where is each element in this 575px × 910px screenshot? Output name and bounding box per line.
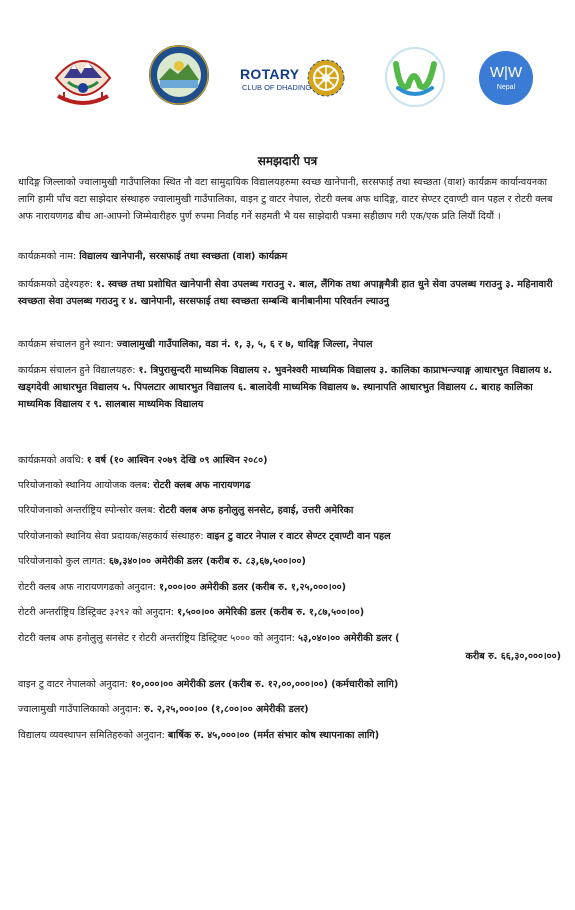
grant-honolulu-value: ५३,०४०।०० अमेरीकी डलर ( [297, 633, 400, 644]
rotary-club-dhading-logo [240, 58, 348, 98]
grant-schools-value: बार्षिक रु. ४५,०००।०० (मर्मत संभार कोष स्थापनाका लागि) [167, 730, 380, 741]
program-name-row [18, 248, 563, 265]
grant-municipality-label: ज्वालामुखी गाउँपालिकाको अनुदान: [18, 704, 142, 715]
program-name-label: कार्यक्रमको नाम: [18, 251, 77, 262]
host-club-label: परियोजनाको स्थानिय आयोजक क्लब: [18, 480, 151, 491]
school-club-round-logo [148, 44, 210, 106]
intl-sponsor-label: परियोजनाको अन्तर्राष्ट्रिय स्पोन्सोर क्लब: [18, 505, 156, 516]
grant-w2w-label: वाइन टु वाटर नेपालको अनुदान: [18, 679, 128, 690]
location-row [18, 336, 563, 353]
service-providers-label: परियोजनाको स्थानिय सेवा प्रदायक/सहकार्य संस्थाहरु: [18, 531, 204, 542]
location-label: कार्यक्रम संचालन हुने स्थान: [18, 339, 114, 350]
grant-district3292-label: रोटरी अन्तर्राष्ट्रिय डिस्ट्रिक्ट ३२९२ को अनुदान: [18, 607, 175, 618]
wine-to-water-nepal-logo [478, 50, 534, 106]
grant-district3292-row [18, 604, 563, 621]
location-value: ज्वालामुखी गाउँपालिका, वडा नं. १, ३, ५, ६ र ७, धादिङ्ग जिल्ला, नेपाल [116, 339, 373, 350]
grant-schools-label: विद्यालय व्यवस्थापन समितिहरुको अनुदान: [18, 730, 165, 741]
host-club-row [18, 477, 563, 494]
grant-municipality-value: रु. २,२५,०००।०० (१,८००।०० अमेरीकी डलर) [144, 704, 309, 715]
water-centre-21-logo [382, 46, 448, 108]
municipality-emblem-logo [50, 48, 116, 110]
grant-district3292-value: १,५००।०० अमेरिकी डलर (करीब रु. १,८७,५००।००) [177, 607, 365, 618]
service-providers-value: वाइन टु वाटर नेपाल र वाटर सेण्टर ट्वाण्टी वान पहल [206, 531, 391, 542]
schools-row [18, 362, 563, 413]
objectives-row [18, 276, 563, 310]
total-cost-value: ६७,३४०।०० अमेरीकी डलर (करीब रु. ८३,६७,५००।००) [108, 556, 306, 567]
total-cost-label: परियोजनाको कुल लागत: [18, 556, 106, 567]
program-name-value: विद्यालय खानेपानी, सरसफाई तथा स्वच्छता (वाश) कार्यक्रम [79, 251, 288, 262]
rotary-wheel-icon [306, 58, 346, 98]
intl-sponsor-value: रोटरी क्लब अफ हनोलुलु सनसेट, हवाई, उत्तरी अमेरिका [158, 505, 354, 516]
grant-honolulu-value-line2: करीब रु. ६६,३०,०००।००) [465, 651, 561, 662]
total-cost-row [18, 553, 563, 570]
grant-w2w-value: १०,०००।०० अमेरीकी डलर (करीब रु. १२,००,०००।००) (कर्मचारीको लागि) [130, 679, 399, 690]
document-title: समझदारी पत्र [257, 154, 318, 168]
grant-narayangadh-row [18, 579, 563, 596]
service-providers-row [18, 528, 563, 545]
w2w-country: Nepal [496, 84, 516, 91]
duration-label: कार्यक्रमको अवधि: [18, 455, 84, 466]
rotary-club-name: CLUB OF DHADING [242, 83, 312, 92]
w2w-mark: W|W [489, 64, 523, 81]
host-club-value: रोटरी क्लब अफ नारायणगढ [153, 480, 251, 491]
grant-honolulu-label: रोटरी क्लब अफ हनोलुलु सनसेट र रोटरी अन्तर्राष्ट्रिय डिस्ट्रिक्ट ५००० को अनुदान: [18, 633, 295, 644]
grant-municipality-row [18, 701, 563, 718]
rotary-wordmark: ROTARY [240, 66, 300, 82]
intro-paragraph: धादिङ्ग जिल्लाको ज्वालामुखी गाउँपालिका स्थित नौ वटा सामुदायिक विद्यालयहरुमा स्वच्छ खानेपानी, सरसफाई तथा स्वच्छता (वाश) कार्यक्रम कार्यान्वयनका लागि हामी पाँच वटा साझेदार संस्थाहरु ज्वालामुखी गाउँपालिका, वाइन टु वाटर नेपाल, रोटरी क्लब अफ धादिङ्ग, वाटर सेण्टर ट्वाण्टी वान पहल र रोटरी क्लब अफ नारायणगढ बीच आ-आफ्नो जिम्मेवारीहरु पुर्ण रुपमा निर्वाह गर्ने सहमती भै यस साझेदारी पत्रमा सहीछाप गरी एक/एक प्रति लियौं दियौं । [18, 177, 553, 222]
duration-value: १ वर्ष (१० आश्विन २०७९ देखि ०९ आश्विन २०८०) [86, 455, 268, 466]
intl-sponsor-row [18, 502, 563, 519]
duration-row [18, 452, 563, 469]
grant-schools-row [18, 727, 563, 744]
grant-narayangadh-label: रोटरी क्लब अफ नारायणगढको अनुदान: [18, 582, 156, 593]
objectives-value: १. स्वच्छ तथा प्रशोधित खानेपानी सेवा उपलब्ध गराउनु २. बाल, लैंगिक तथा अपाङ्गमैत्री हात धुने सेवा उपलब्ध गराउनु ३. महिनावारी स्वच्छता सेवा उपलब्ध गराउनु र ४. खानेपानी, सरसफाई तथा स्वच्छता सम्बन्धि बानीबानीमा परिवर्तन ल्याउनु [18, 279, 553, 307]
grant-narayangadh-value: १,०००।०० अमेरीकी डलर (करीब रु. १,२५,०००।००) [159, 582, 347, 593]
grant-honolulu-row [18, 630, 563, 647]
objectives-label: कार्यक्रमको उद्देश्यहरु: [18, 279, 94, 290]
schools-label: कार्यक्रम संचालन हुने विद्यालयहरु: [18, 365, 136, 376]
grant-w2w-row [18, 676, 563, 693]
schools-value: १. त्रिपुरासुन्दरी माध्यमिक विद्यालय २. भुवनेश्वरी माध्यमिक विद्यालय ३. कालिका काप्राभन्ज्याङ्ग आधारभुत विद्यालय ४. खड्गदेवी आधारभुत विद्यालय ५. पिपलटार आधारभुत विद्यालय ६. बालादेवी माध्यमिक विद्यालय ७. स्थानापति आधारभुत विद्यालय ८. बाराह कालिका माध्यमिक विद्यालय र ९. सालबास माध्यमिक विद्यालय [18, 365, 553, 410]
